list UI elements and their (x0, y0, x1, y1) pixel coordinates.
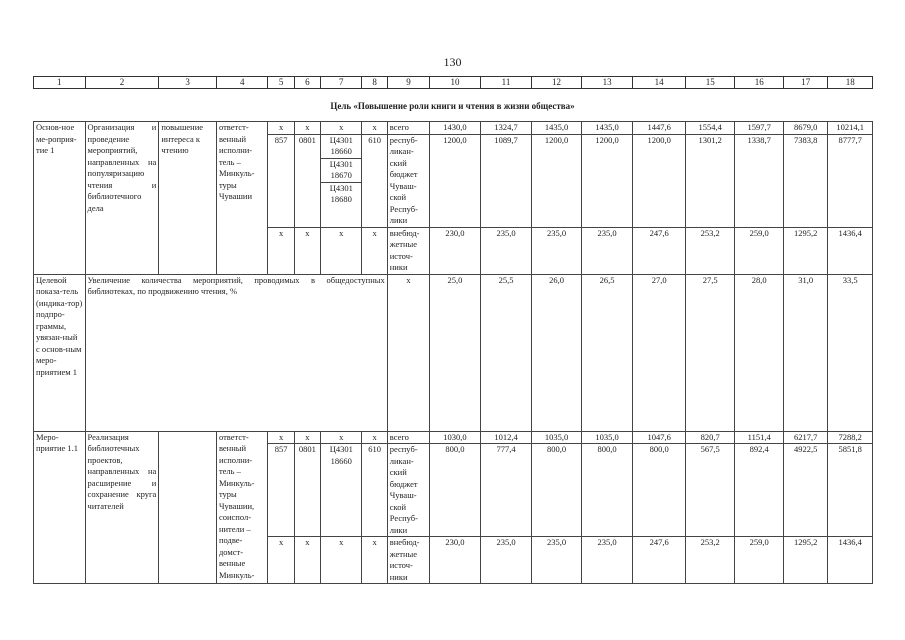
value-cell: 253,2 (685, 227, 735, 274)
value-cell: 567,5 (685, 444, 735, 537)
value-cell: 1597,7 (735, 122, 784, 135)
column-number-header (33, 76, 873, 89)
funding-source: респуб-ликан-ский бюджет Чуваш-ской Респуб-лики (387, 444, 429, 537)
value-cell: 26,0 (532, 274, 582, 431)
value-cell: 1030,0 (430, 431, 481, 444)
column-number: 2 (85, 77, 159, 89)
code: Ц4301 18670 (321, 159, 361, 183)
column-number: 17 (783, 77, 827, 89)
cell: 0801 (294, 134, 320, 227)
value-cell: 1200,0 (430, 134, 481, 227)
cell: x (294, 227, 320, 274)
cell: x (362, 431, 387, 444)
cell: x (362, 227, 387, 274)
value-cell: 8777,7 (828, 134, 873, 227)
value-cell: 31,0 (783, 274, 827, 431)
cell: x (268, 431, 294, 444)
column-number: 15 (685, 77, 735, 89)
value-cell: 259,0 (735, 227, 784, 274)
cell: 610 (362, 444, 387, 537)
value-cell: 1295,2 (783, 227, 827, 274)
column-number: 12 (532, 77, 582, 89)
cell: x (387, 274, 429, 431)
value-cell: 1035,0 (581, 431, 633, 444)
event-goal: повышение интереса к чтению (159, 122, 217, 275)
value-cell: 253,2 (685, 537, 735, 584)
program-table (33, 121, 873, 584)
value-cell: 1035,0 (532, 431, 582, 444)
value-cell: 230,0 (430, 537, 481, 584)
value-cell: 892,4 (735, 444, 784, 537)
value-cell: 1554,4 (685, 122, 735, 135)
funding-source: всего (387, 431, 429, 444)
value-cell: 25,0 (430, 274, 481, 431)
value-cell: 1447,6 (633, 122, 686, 135)
table-row (34, 274, 873, 431)
value-cell: 800,0 (633, 444, 686, 537)
value-cell: 235,0 (532, 227, 582, 274)
cell: 610 (362, 134, 387, 227)
column-number: 16 (735, 77, 784, 89)
event-name: Основ-ное ме-роприя-тие 1 (34, 122, 86, 275)
value-cell: 6217,7 (783, 431, 827, 444)
value-cell: 1151,4 (735, 431, 784, 444)
column-number: 9 (387, 77, 429, 89)
cell: x (321, 227, 362, 274)
column-number: 18 (828, 77, 873, 89)
value-cell: 26,5 (581, 274, 633, 431)
cell: x (294, 122, 320, 135)
event-executor: ответст-венный исполни-тель – Минкуль-туры Чувашии (216, 122, 268, 275)
goal-title: Цель «Повышение роли книги и чтения в жизни общества» (330, 101, 575, 111)
value-cell: 27,5 (685, 274, 735, 431)
value-cell: 1012,4 (480, 431, 532, 444)
value-cell: 1436,4 (828, 227, 873, 274)
cell: 0801 (294, 444, 320, 537)
column-number: 11 (480, 77, 532, 89)
value-cell: 1295,2 (783, 537, 827, 584)
value-cell: 27,0 (633, 274, 686, 431)
value-cell: 820,7 (685, 431, 735, 444)
column-number: 14 (633, 77, 686, 89)
column-number: 10 (430, 77, 481, 89)
value-cell: 25,5 (480, 274, 532, 431)
cell: 857 (268, 134, 294, 227)
value-cell: 1436,4 (828, 537, 873, 584)
value-cell: 5851,8 (828, 444, 873, 537)
code-cell (321, 134, 362, 227)
value-cell: 1089,7 (480, 134, 532, 227)
funding-source: внебюд-жетные источ-ники (387, 227, 429, 274)
value-cell: 800,0 (430, 444, 481, 537)
code-cell: Ц4301 18660 (321, 444, 362, 537)
value-cell: 1324,7 (480, 122, 532, 135)
value-cell: 1435,0 (581, 122, 633, 135)
event-description: Организация и проведение мероприятий, направленных на популяризацию чтения и библиотечного дела (85, 122, 159, 275)
value-cell: 800,0 (581, 444, 633, 537)
value-cell: 7288,2 (828, 431, 873, 444)
event-description: Реализация библиотечных проектов, направленных на расширение и сохранение круга читателей (85, 431, 159, 584)
value-cell: 247,6 (633, 227, 686, 274)
value-cell: 777,4 (480, 444, 532, 537)
value-cell: 1430,0 (430, 122, 481, 135)
value-cell: 10214,1 (828, 122, 873, 135)
value-cell: 7383,8 (783, 134, 827, 227)
value-cell: 800,0 (532, 444, 582, 537)
code: Ц4301 18680 (329, 182, 353, 204)
code: Ц4301 18660 (321, 135, 361, 159)
indicator-name: Целевой показа-тель (индика-тор) подпро-граммы, увязан-ный с основ-ным меро-приятием 1 (34, 274, 86, 431)
funding-source: респуб-ликан-ский бюджет Чуваш-ской Респуб-лики (387, 134, 429, 227)
value-cell: 1200,0 (532, 134, 582, 227)
value-cell: 235,0 (581, 227, 633, 274)
table-row (34, 431, 873, 444)
cell: x (268, 122, 294, 135)
column-number: 13 (581, 77, 633, 89)
column-number: 5 (268, 77, 294, 89)
column-number: 7 (321, 77, 362, 89)
value-cell: 1338,7 (735, 134, 784, 227)
column-number: 1 (34, 77, 86, 89)
value-cell: 235,0 (480, 227, 532, 274)
page-number: 130 (443, 55, 462, 69)
cell: x (321, 537, 362, 584)
cell: x (321, 431, 362, 444)
value-cell: 247,6 (633, 537, 686, 584)
value-cell: 235,0 (480, 537, 532, 584)
value-cell: 235,0 (581, 537, 633, 584)
cell: x (321, 122, 362, 135)
value-cell: 1200,0 (633, 134, 686, 227)
value-cell: 259,0 (735, 537, 784, 584)
value-cell: 230,0 (430, 227, 481, 274)
funding-source: всего (387, 122, 429, 135)
value-cell: 8679,0 (783, 122, 827, 135)
event-name: Меро-приятие 1.1 (34, 431, 86, 584)
column-number: 6 (294, 77, 320, 89)
event-executor: ответст-венный исполни-тель – Минкуль-туры Чувашии, соиспол-нители – подве-домст-венные Минкуль- (216, 431, 268, 584)
cell: x (294, 537, 320, 584)
value-cell: 4922,5 (783, 444, 827, 537)
cell: x (268, 537, 294, 584)
cell: 857 (268, 444, 294, 537)
cell: x (294, 431, 320, 444)
cell: x (268, 227, 294, 274)
event-goal (159, 431, 217, 584)
funding-source: внебюд-жетные источ-ники (387, 537, 429, 584)
value-cell: 1301,2 (685, 134, 735, 227)
table-row (34, 122, 873, 135)
indicator-description: Увеличение количества мероприятий, проводимых в общедоступных библиотеках, по продвижению чтения, % (85, 274, 387, 431)
value-cell: 235,0 (532, 537, 582, 584)
value-cell: 28,0 (735, 274, 784, 431)
cell: x (362, 122, 387, 135)
value-cell: 1200,0 (581, 134, 633, 227)
value-cell: 33,5 (828, 274, 873, 431)
column-number: 3 (159, 77, 217, 89)
column-number: 4 (216, 77, 268, 89)
value-cell: 1435,0 (532, 122, 582, 135)
value-cell: 1047,6 (633, 431, 686, 444)
column-number: 8 (362, 77, 387, 89)
cell: x (362, 537, 387, 584)
